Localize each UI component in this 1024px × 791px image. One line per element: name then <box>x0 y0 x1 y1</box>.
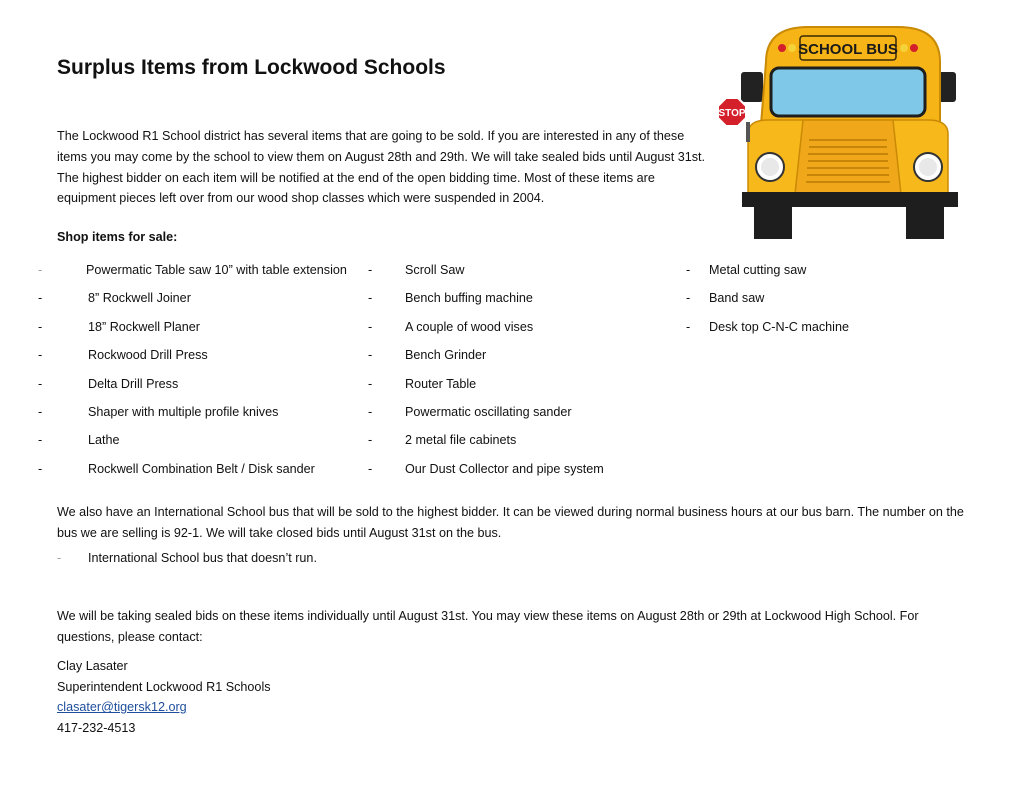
list-item <box>686 260 986 288</box>
list-item <box>38 459 368 487</box>
bullet-dash: - <box>38 433 43 448</box>
item-label: 18” Rockwell Planer <box>88 319 200 334</box>
bullet-dash: - <box>38 291 43 306</box>
item-label: Desk top C-N-C machine <box>709 319 849 334</box>
list-item <box>38 402 368 430</box>
item-label: Band saw <box>709 291 765 306</box>
list-item <box>368 260 668 288</box>
item-label: Delta Drill Press <box>88 376 179 391</box>
bus-paragraph: We also have an International School bus that will be sold to the highest bidder. It can be viewed during normal business hours at our bus barn. The number on the bus we are selling is 92-1. We will take closed bids until August 31st on the bus. <box>57 505 964 540</box>
list-item <box>368 459 668 487</box>
bullet-dash: - <box>57 551 62 565</box>
list-item <box>368 402 668 430</box>
list-item <box>38 317 368 345</box>
list-item <box>368 345 668 373</box>
list-item <box>368 288 668 316</box>
bullet-dash: - <box>368 404 373 419</box>
item-label: Powermatic oscillating sander <box>405 404 572 419</box>
list-item <box>686 288 986 316</box>
list-item <box>368 374 668 402</box>
bullet-dash: - <box>686 291 691 306</box>
page-title: Surplus Items from Lockwood Schools <box>57 56 446 79</box>
bullet-dash: - <box>368 348 373 363</box>
shop-items-column-2 <box>368 260 668 487</box>
list-item <box>38 288 368 316</box>
item-label: 8” Rockwell Joiner <box>88 291 191 306</box>
bullet-dash: - <box>38 461 43 476</box>
stop-sign-text: STOP <box>718 108 746 119</box>
contact-phone: 417-232-4513 <box>57 721 136 736</box>
school-bus-icon <box>708 22 966 244</box>
item-label: Lathe <box>88 433 120 448</box>
list-item <box>38 374 368 402</box>
bullet-dash: - <box>38 319 43 334</box>
list-item <box>686 317 986 345</box>
item-label: Scroll Saw <box>405 263 465 277</box>
contact-email-link[interactable]: clasater@tigersk12.org <box>57 700 187 715</box>
item-label: Metal cutting saw <box>709 263 807 277</box>
item-label: International School bus that doesn’t run. <box>88 551 317 565</box>
bullet-dash: - <box>686 263 691 277</box>
bullet-dash: - <box>38 263 43 277</box>
item-label: Rockwell Combination Belt / Disk sander <box>88 461 315 476</box>
bullet-dash: - <box>368 319 373 334</box>
bus-sign-text: SCHOOL BUS <box>798 41 898 58</box>
shop-items-column-3 <box>686 260 986 345</box>
item-label: Router Table <box>405 376 477 391</box>
shop-items-heading: Shop items for sale: <box>57 230 178 244</box>
contact-name: Clay Lasater <box>57 659 128 673</box>
item-label: Our Dust Collector and pipe system <box>405 461 604 476</box>
item-label: A couple of wood vises <box>405 319 534 334</box>
bullet-dash: - <box>38 348 43 363</box>
intro-paragraph: The Lockwood R1 School district has several items that are going to be sold. If you are interested in any of these items you may come by the school to view them on August 28th and 29th. We will take sealed bids until August 31st. The highest bidder on each item will be notified at the end of the open bidding time. Most of these items are equipment pieces left over from our wood shop classes which were suspended in 2004. <box>57 129 706 206</box>
shop-items-column-1 <box>38 260 368 487</box>
item-label: 2 metal file cabinets <box>405 433 517 448</box>
contact-role: Superintendent Lockwood R1 Schools <box>57 679 271 694</box>
bullet-dash: - <box>368 263 373 277</box>
bullet-dash: - <box>368 461 373 476</box>
bullet-dash: - <box>368 376 373 391</box>
item-label: Shaper with multiple profile knives <box>88 404 279 419</box>
closing-paragraph: We will be taking sealed bids on these items individually until August 31st. You may view these items on August 28th or 29th at Lockwood High School. For questions, please contact: <box>57 609 919 644</box>
list-item <box>38 430 368 458</box>
item-label: Powermatic Table saw 10” with table extension <box>86 263 347 277</box>
contact-block <box>57 656 271 739</box>
bullet-dash: - <box>368 433 373 448</box>
item-label: Bench buffing machine <box>405 291 533 306</box>
bullet-dash: - <box>368 291 373 306</box>
bullet-dash: - <box>686 319 691 334</box>
item-label: Rockwood Drill Press <box>88 348 208 363</box>
list-item <box>368 317 668 345</box>
list-item <box>368 430 668 458</box>
bullet-dash: - <box>38 404 43 419</box>
bullet-dash: - <box>38 376 43 391</box>
item-label: Bench Grinder <box>405 348 487 363</box>
list-item <box>38 345 368 373</box>
list-item <box>38 260 368 288</box>
